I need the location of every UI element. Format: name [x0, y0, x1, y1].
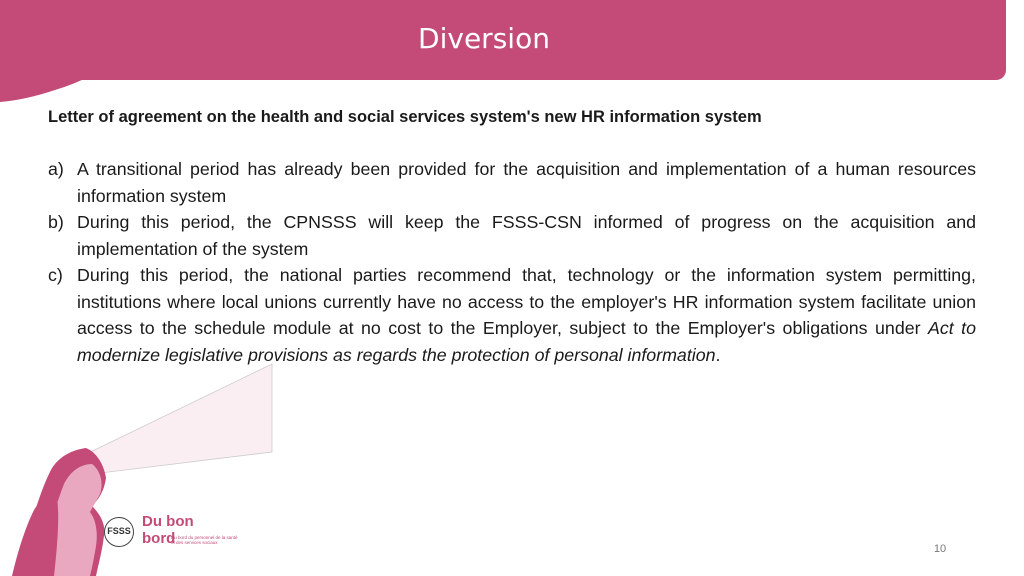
logo-tagline: Du bord du personnel de la santé et des services sociaux	[171, 535, 238, 545]
list-marker: b)	[48, 212, 64, 232]
header-curve-decoration	[0, 60, 110, 102]
act-title-italic: Act to modernize legislative provisions as regards the protection of personal information	[77, 318, 976, 365]
list-marker: a)	[48, 159, 64, 179]
list-item-text: During this period, the CPNSSS will keep the FSSS-CSN informed of progress on the acquisition and implementation of the system	[77, 212, 976, 259]
slide-subtitle: Letter of agreement on the health and social services system's new HR information system	[48, 108, 762, 126]
union-seal-logo: FSSS	[104, 517, 134, 547]
list-item	[48, 209, 976, 262]
logo-name-line2: bord	[142, 530, 176, 547]
list-marker: c)	[48, 265, 63, 285]
list-item-text: A transitional period has already been provided for the acquisition and implementation of a human resources information system	[77, 159, 976, 206]
slide-title: Diversion	[418, 22, 550, 55]
list-item-text-end: .	[715, 344, 721, 365]
du-bon-bord-logo	[104, 513, 244, 553]
list-item	[48, 156, 976, 209]
page-number: 10	[933, 543, 947, 555]
agreement-list	[48, 156, 976, 368]
list-item	[48, 262, 976, 368]
logo-name-line1: Du bon	[142, 513, 194, 530]
list-item-text: During this period, the national parties recommend that, technology or the information system permitting, institutions where local unions currently have no access to the employer's HR information system facilitate union access to the schedule module at no cost to the Employer, subject to the Employer's obligations under	[77, 265, 976, 338]
